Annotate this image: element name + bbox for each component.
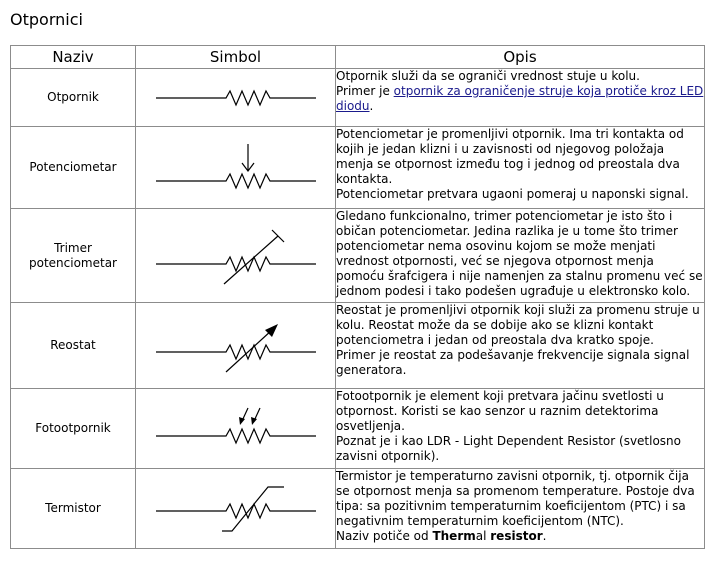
row-name: Reostat — [11, 303, 136, 389]
desc-text: . — [369, 99, 374, 113]
desc-paragraph: Reostat je promenljivi otpornik koji služi za promenu struje u kolu. Reostat može da se dobije ako se klizni kontakt potenciometra i jedan od preostala dva kratko spoje. — [336, 303, 700, 347]
rheostat-symbol-icon — [156, 316, 316, 376]
table-row — [11, 127, 705, 209]
header-opis: Opis — [336, 46, 705, 69]
header-naziv: Naziv — [11, 46, 136, 69]
desc-bold-text: resistor — [490, 529, 543, 543]
desc-text: al — [475, 529, 491, 543]
row-name: Termistor — [11, 469, 136, 549]
desc-paragraph: Termistor je temperaturno zavisni otpornik, tj. otpornik čija se otpornost menja sa promenom temperature. Postoje dva tipa: sa pozitivnim temperaturnim koeficijentom (PTC) i sa negativnim temperaturnim koeficijentom (NTC). — [336, 469, 695, 528]
resistors-table — [10, 45, 705, 549]
header-row — [11, 46, 705, 69]
row-name: Potenciometar — [11, 127, 136, 209]
row-name: Otpornik — [11, 69, 136, 127]
desc-paragraph: Potenciometar je promenljivi otpornik. Ima tri kontakta od kojih je jedan klizni i u zavisnosti od njegovog položaja menja se otpornost između tog i jednog od preostala dva kontakta. — [336, 127, 684, 186]
thermistor-symbol-icon — [156, 479, 316, 539]
trimmer-symbol-icon — [156, 226, 316, 286]
desc-paragraph: Poznat je i kao LDR - Light Dependent Resistor (svetlosno zavisni otpornik). — [336, 434, 682, 463]
row-name: Fotootpornik — [11, 389, 136, 469]
led-resistor-link[interactable]: otpornik za ograničenje struje koja protiče kroz LED diodu — [336, 84, 704, 113]
row-description — [336, 389, 705, 469]
table-row — [11, 469, 705, 549]
potentiometer-symbol-icon — [156, 140, 316, 196]
desc-paragraph: Otpornik služi da se ograniči vrednost stuje u kolu. — [336, 69, 640, 83]
table-row — [11, 209, 705, 303]
desc-bold-text: Therm — [432, 529, 476, 543]
desc-paragraph — [336, 529, 704, 544]
row-description — [336, 303, 705, 389]
desc-paragraph — [336, 84, 704, 114]
row-description — [336, 469, 705, 549]
desc-paragraph: Primer je reostat za podešavanje frekvencije signala signal generatora. — [336, 348, 690, 377]
table-row — [11, 303, 705, 389]
row-description — [336, 127, 705, 209]
table-row — [11, 69, 705, 127]
page-title: Otpornici — [10, 10, 83, 29]
desc-paragraph: Fotootpornik je element koji pretvara jačinu svetlosti u otpornost. Koristi se kao senzor u raznim detektorima osvetljenja. — [336, 389, 664, 433]
row-name-line: Trimer — [54, 240, 92, 255]
row-symbol — [136, 69, 336, 127]
desc-text: Naziv potiče od — [336, 529, 433, 543]
row-symbol — [136, 389, 336, 469]
header-simbol: Simbol — [136, 46, 336, 69]
row-description — [336, 69, 705, 127]
desc-paragraph: Potenciometar pretvara ugaoni pomeraj u naponski signal. — [336, 187, 689, 201]
row-symbol — [136, 209, 336, 303]
row-name — [11, 209, 136, 303]
row-description — [336, 209, 705, 303]
row-symbol — [136, 127, 336, 209]
table-row — [11, 389, 705, 469]
resistor-symbol-icon — [156, 83, 316, 113]
photoresistor-symbol-icon — [156, 404, 316, 454]
desc-text: Primer je — [336, 84, 394, 98]
row-symbol — [136, 469, 336, 549]
desc-paragraph: Gledano funkcionalno, trimer potenciometar je isto što i običan potenciometar. Jedina razlika je u tome što trimer potenciometar nema osovinu kojom se može menjati vrednost otpornosti, već se njegova otpornost menja pomoću šrafcigera i nije namenjen za stalnu promenu već se jednom podesi i tako podešen ugrađuje u elektronsko kolo. — [336, 209, 703, 298]
desc-text: . — [542, 529, 547, 543]
row-name-line: potenciometar — [29, 255, 117, 270]
row-symbol — [136, 303, 336, 389]
